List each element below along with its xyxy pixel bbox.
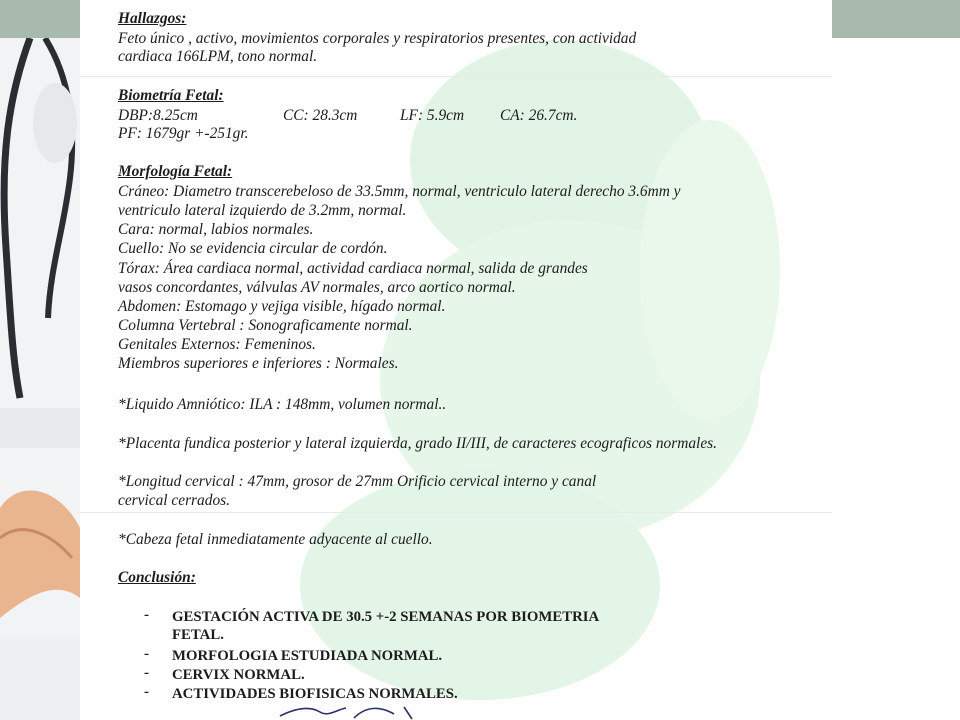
watermark-shape (300, 470, 660, 700)
conclusion-heading: Conclusión: (118, 569, 196, 586)
conclusion-item: MORFOLOGIA ESTUDIADA NORMAL. (172, 648, 443, 664)
morfologia-line: vasos concordantes, válvulas AV normales, arco aortico normal. (118, 279, 516, 296)
watermark-shape (640, 120, 780, 420)
scan-line (80, 76, 832, 77)
morfologia-line: Cara: normal, labios normales. (118, 221, 314, 238)
biometria-cc: CC: 28.3cm (283, 107, 358, 124)
stethoscope-icon (0, 38, 80, 720)
liquido-amniotico: *Liquido Amniótico: ILA : 148mm, volumen normal.. (118, 396, 447, 413)
biometria-pf: PF: 1679gr +-251gr. (118, 125, 249, 142)
bullet-marker: - (144, 607, 149, 623)
morfologia-line: Cráneo: Diametro transcerebeloso de 33.5mm, normal, ventriculo lateral derecho 3.6mm y (118, 183, 681, 200)
bullet-marker: - (144, 665, 149, 681)
bullet-marker: - (144, 684, 149, 700)
hallazgos-line: cardiaca 166LPM, tono normal. (118, 48, 318, 65)
ultrasound-report-scan (80, 0, 832, 720)
biometria-ca: CA: 26.7cm. (500, 107, 578, 124)
conclusion-item: ACTIVIDADES BIOFISICAS NORMALES. (172, 686, 458, 702)
scan-line (80, 512, 832, 513)
conclusion-item: GESTACIÓN ACTIVA DE 30.5 +-2 SEMANAS POR BIOMETRIA (172, 609, 600, 625)
conclusion-item: CERVIX NORMAL. (172, 667, 305, 683)
morfologia-heading: Morfología Fetal: (118, 163, 233, 180)
slide-right-panel (832, 38, 960, 720)
longitud-cervical: cervical cerrados. (118, 492, 230, 509)
morfologia-line: ventriculo lateral izquierdo de 3.2mm, normal. (118, 202, 407, 219)
morfologia-line: Tórax: Área cardiaca normal, actividad cardiaca normal, salida de grandes (118, 260, 588, 277)
conclusion-item: FETAL. (172, 627, 224, 643)
morfologia-line: Abdomen: Estomago y vejiga visible, hígado normal. (118, 298, 446, 315)
morfologia-line: Genitales Externos: Femeninos. (118, 336, 316, 353)
longitud-cervical: *Longitud cervical : 47mm, grosor de 27mm Orificio cervical interno y canal (118, 473, 597, 490)
signature-icon (276, 704, 436, 720)
biometria-lf: LF: 5.9cm (400, 107, 465, 124)
bullet-marker: - (144, 646, 149, 662)
placenta: *Placenta fundica posterior y lateral izquierda, grado II/III, de caracteres ecograficos normales. (118, 435, 717, 452)
biometria-heading: Biometría Fetal: (118, 87, 224, 104)
cabeza-fetal: *Cabeza fetal inmediatamente adyacente al cuello. (118, 531, 433, 548)
morfologia-line: Columna Vertebral : Sonograficamente normal. (118, 317, 413, 334)
morfologia-line: Miembros superiores e inferiores : Normales. (118, 355, 399, 372)
biometria-dbp: DBP:8.25cm (118, 107, 198, 124)
hallazgos-line: Feto único , activo, movimientos corporales y respiratorios presentes, con actividad (118, 30, 637, 47)
hallazgos-heading: Hallazgos: (118, 10, 187, 27)
morfologia-line: Cuello: No se evidencia circular de cordón. (118, 240, 388, 257)
stethoscope-photo (0, 38, 80, 720)
